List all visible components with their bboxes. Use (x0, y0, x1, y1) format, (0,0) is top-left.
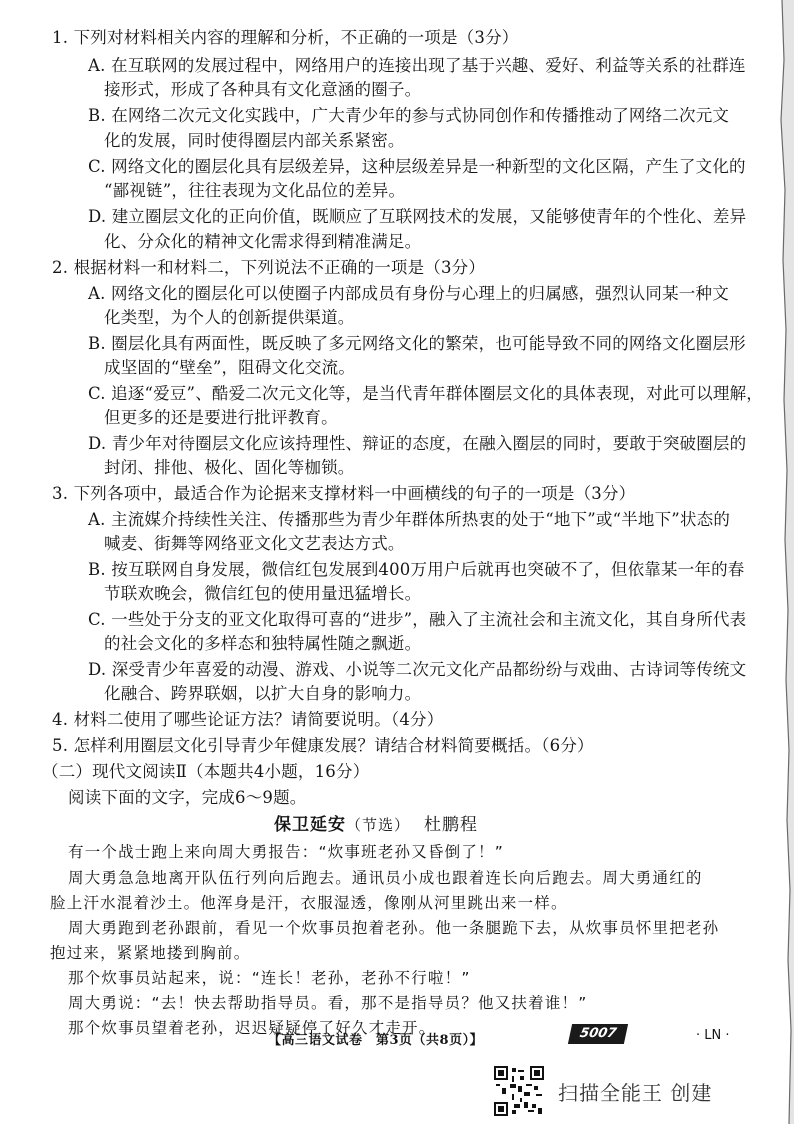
question-2-option-a-cont: 化类型，为个人的创新提供渠道。 (104, 308, 355, 327)
exam-code-badge: 5007 (568, 1024, 628, 1044)
story-title-line (274, 815, 478, 835)
question-3-stem: 3. 下列各项中，最适合作为论据来支撑材料一中画横线的句子的一项是（3分） (52, 484, 636, 503)
question-1-option-b: B. 在网络二次元文化实践中，广大青少年的参与式协同创作和传播推动了网络二次元文 (88, 106, 730, 125)
question-3-option-c-cont: 的社会文化的多样态和独特属性随之飘逝。 (104, 634, 422, 653)
qr-code-icon (494, 1066, 544, 1116)
question-2-option-c-cont: 但更多的还是要进行批评教育。 (104, 408, 338, 427)
story-paragraph-3-cont: 抱过来，紧紧地搂到胸前。 (50, 944, 251, 962)
question-1-option-c-cont: “鄙视链”，往往表现为文化品位的差异。 (104, 181, 406, 200)
question-2-option-b-cont: 成坚固的“壁垒”，阻碍文化交流。 (104, 358, 356, 377)
story-paragraph-6: 那个炊事员望着老孙，迟迟疑疑停了好久才走开。 (68, 1019, 436, 1037)
story-paragraph-2-cont: 脸上汗水混着沙土。他浑身是汗，衣服湿透，像刚从河里跳出来一样。 (50, 894, 568, 912)
story-title-note: （节选） (346, 816, 411, 834)
question-1-option-c: C. 网络文化的圈层化具有层级差异，这种层级差异是一种新型的文化区隔，产生了文化的 (88, 157, 746, 176)
question-1-option-d: D. 建立圈层文化的正向价值，既顺应了互联网技术的发展，又能够使青年的个性化、差异 (88, 207, 747, 226)
story-title: 保卫延安 (274, 815, 346, 835)
question-2-option-b: B. 圈层化具有两面性，既反映了多元网络文化的繁荣，也可能导致不同的网络文化圈层形 (88, 334, 746, 353)
region-mark: · LN · (696, 1028, 730, 1043)
question-3-option-a: A. 主流媒介持续性关注、传播那些为青少年群体所热衷的处于“地下”或“半地下”状态的 (88, 510, 731, 529)
story-paragraph-2: 周大勇急急地离开队伍行列向后跑去。通讯员小成也跟着连长向后跑去。周大勇通红的 (68, 869, 703, 887)
question-1-option-a-cont: 接形式，形成了各种具有文化意涵的圈子。 (104, 80, 422, 99)
question-1-option-a: A. 在互联网的发展过程中，网络用户的连接出现了基于兴趣、爱好、利益等关系的社群连 (88, 56, 746, 75)
page-footer: 【高三语文试卷 第3页（共8页）】 (268, 1033, 484, 1048)
question-1-stem: 1. 下列对材料相关内容的理解和分析，不正确的一项是（3分） (52, 28, 519, 47)
section-instruction: 阅读下面的文字，完成6～9题。 (68, 788, 307, 807)
question-2-stem: 2. 根据材料一和材料二，下列说法不正确的一项是（3分） (52, 258, 486, 277)
question-5: 5. 怎样利用圈层文化引导青少年健康发展？请结合材料简要概括。（6分） (52, 736, 594, 755)
question-3-option-d-cont: 化融合、跨界联姻，以扩大自身的影响力。 (104, 684, 422, 703)
question-2-option-d-cont: 封闭、排他、极化、固化等枷锁。 (104, 458, 355, 477)
question-3-option-b-cont: 节联欢晚会，微信红包的使用量迅猛增长。 (104, 584, 422, 603)
question-1-option-b-cont: 化的发展，同时使得圈层内部关系紧密。 (104, 131, 405, 150)
question-3-option-a-cont: 喊麦、街舞等网络亚文化文艺表达方式。 (104, 534, 405, 553)
question-3-option-b: B. 按互联网自身发展，微信红包发展到400万用户后就再也突破不了，但依靠某一年的春 (88, 560, 745, 579)
question-4: 4. 材料二使用了哪些论证方法？请简要说明。（4分） (52, 710, 444, 729)
section-heading: （二）现代文阅读Ⅱ（本题共4小题，16分） (42, 762, 370, 781)
question-2-option-a: A. 网络文化的圈层化可以使圈子内部成员有身份与心理上的归属感，强烈认同某一种文 (88, 284, 729, 303)
question-2-option-d: D. 青少年对待圈层文化应该持理性、辩证的态度，在融入圈层的同时，要敢于突破圈层的 (88, 434, 747, 453)
story-author: 杜鹏程 (424, 815, 479, 835)
scanner-watermark: 扫描全能王 创建 (558, 1081, 713, 1105)
question-3-option-d: D. 深受青少年喜爱的动漫、游戏、小说等二次元文化产品都纷纷与戏曲、古诗词等传统文 (88, 660, 747, 679)
question-3-option-c: C. 一些处于分支的亚文化取得可喜的“进步”，融入了主流社会和主流文化，其自身所代表 (88, 610, 747, 629)
question-1-option-d-cont: 化、分众化的精神文化需求得到精准满足。 (104, 232, 422, 251)
story-paragraph-3: 周大勇跑到老孙跟前，看见一个炊事员抱着老孙。他一条腿跪下去，从炊事员怀里把老孙 (68, 919, 720, 937)
story-paragraph-1: 有一个战士跑上来向周大勇报告：“炊事班老孙又昏倒了！” (68, 843, 504, 861)
story-paragraph-5: 周大勇说：“去！快去帮助指导员。看，那不是指导员？他又扶着谁！” (68, 994, 588, 1012)
scan-edge-shadow (754, 0, 794, 1124)
story-paragraph-4: 那个炊事员站起来，说：“连长！老孙，老孙不行啦！” (68, 969, 471, 987)
question-2-option-c: C. 追逐“爱豆”、酷爱二次元文化等，是当代青年群体圈层文化的具体表现，对此可以理解， (88, 384, 763, 403)
